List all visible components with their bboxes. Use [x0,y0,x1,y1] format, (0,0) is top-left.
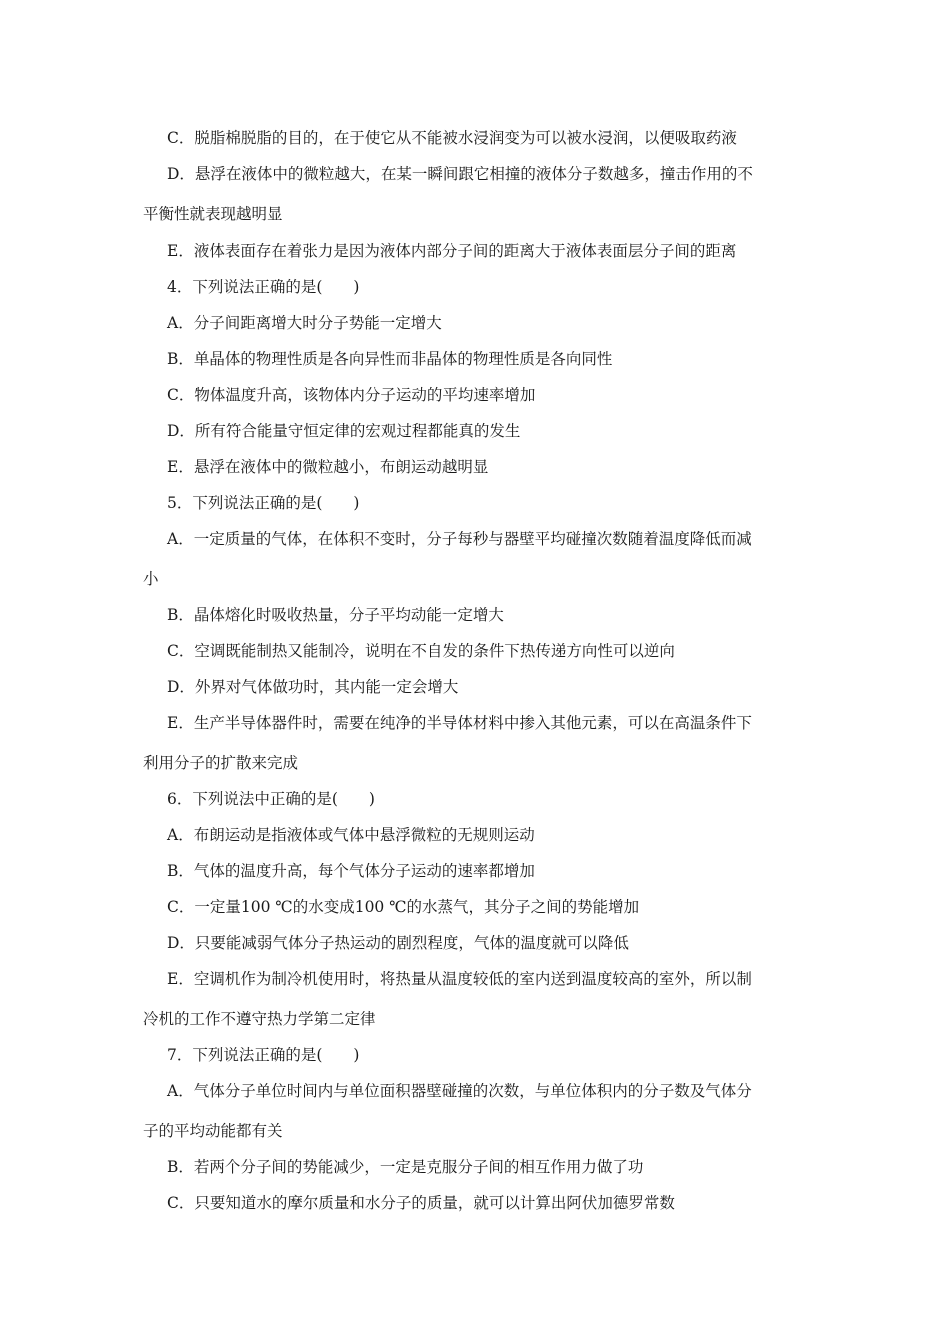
question-6: 6．下列说法中正确的是( ) [167,790,375,808]
option-3d: D．悬浮在液体中的微粒越大，在某一瞬间跟它相撞的液体分子数越多，撞击作用的不 [167,165,753,183]
option-5b: B．晶体熔化时吸收热量，分子平均动能一定增大 [167,606,504,624]
option-7b: B．若两个分子间的势能减少，一定是克服分子间的相互作用力做了功 [167,1158,644,1176]
question-5: 5．下列说法正确的是( ) [167,494,360,512]
option-5c: C．空调既能制热又能制冷，说明在不自发的条件下热传递方向性可以逆向 [167,642,675,660]
option-6c: C．一定量100 ℃的水变成100 ℃的水蒸气，其分子之间的势能增加 [167,898,640,916]
option-4a: A．分子间距离增大时分子势能一定增大 [167,314,442,332]
option-5d: D．外界对气体做功时，其内能一定会增大 [167,678,459,696]
option-4b: B．单晶体的物理性质是各向异性而非晶体的物理性质是各向同性 [167,350,613,368]
option-4c: C．物体温度升高，该物体内分子运动的平均速率增加 [167,386,536,404]
question-7: 7．下列说法正确的是( ) [167,1046,360,1064]
option-3e: E．液体表面存在着张力是因为液体内部分子间的距离大于液体表面层分子间的距离 [167,242,737,260]
option-6b: B．气体的温度升高，每个气体分子运动的速率都增加 [167,862,535,880]
option-3c: C．脱脂棉脱脂的目的，在于使它从不能被水浸润变为可以被水浸润，以便吸取药液 [167,129,737,147]
option-7a: A．气体分子单位时间内与单位面积器壁碰撞的次数，与单位体积内的分子数及气体分 [167,1082,752,1100]
option-6e-continued: 冷机的工作不遵守热力学第二定律 [143,1010,376,1028]
option-4e: E．悬浮在液体中的微粒越小，布朗运动越明显 [167,458,489,476]
option-6a: A．布朗运动是指液体或气体中悬浮微粒的无规则运动 [167,826,535,844]
option-3d-continued: 平衡性就表现越明显 [143,205,283,223]
option-5a-continued: 小 [143,570,159,588]
question-4: 4．下列说法正确的是( ) [167,278,360,296]
option-7c: C．只要知道水的摩尔质量和水分子的质量，就可以计算出阿伏加德罗常数 [167,1194,675,1212]
option-6d: D．只要能减弱气体分子热运动的剧烈程度，气体的温度就可以降低 [167,934,629,952]
option-5e: E．生产半导体器件时，需要在纯净的半导体材料中掺入其他元素，可以在高温条件下 [167,714,752,732]
option-5e-continued: 利用分子的扩散来完成 [143,754,299,772]
option-4d: D．所有符合能量守恒定律的宏观过程都能真的发生 [167,422,521,440]
option-6e: E．空调机作为制冷机使用时，将热量从温度较低的室内送到温度较高的室外，所以制 [167,970,752,988]
option-5a: A．一定质量的气体，在体积不变时，分子每秒与器壁平均碰撞次数随着温度降低而减 [167,530,752,548]
option-7a-continued: 子的平均动能都有关 [143,1122,283,1140]
